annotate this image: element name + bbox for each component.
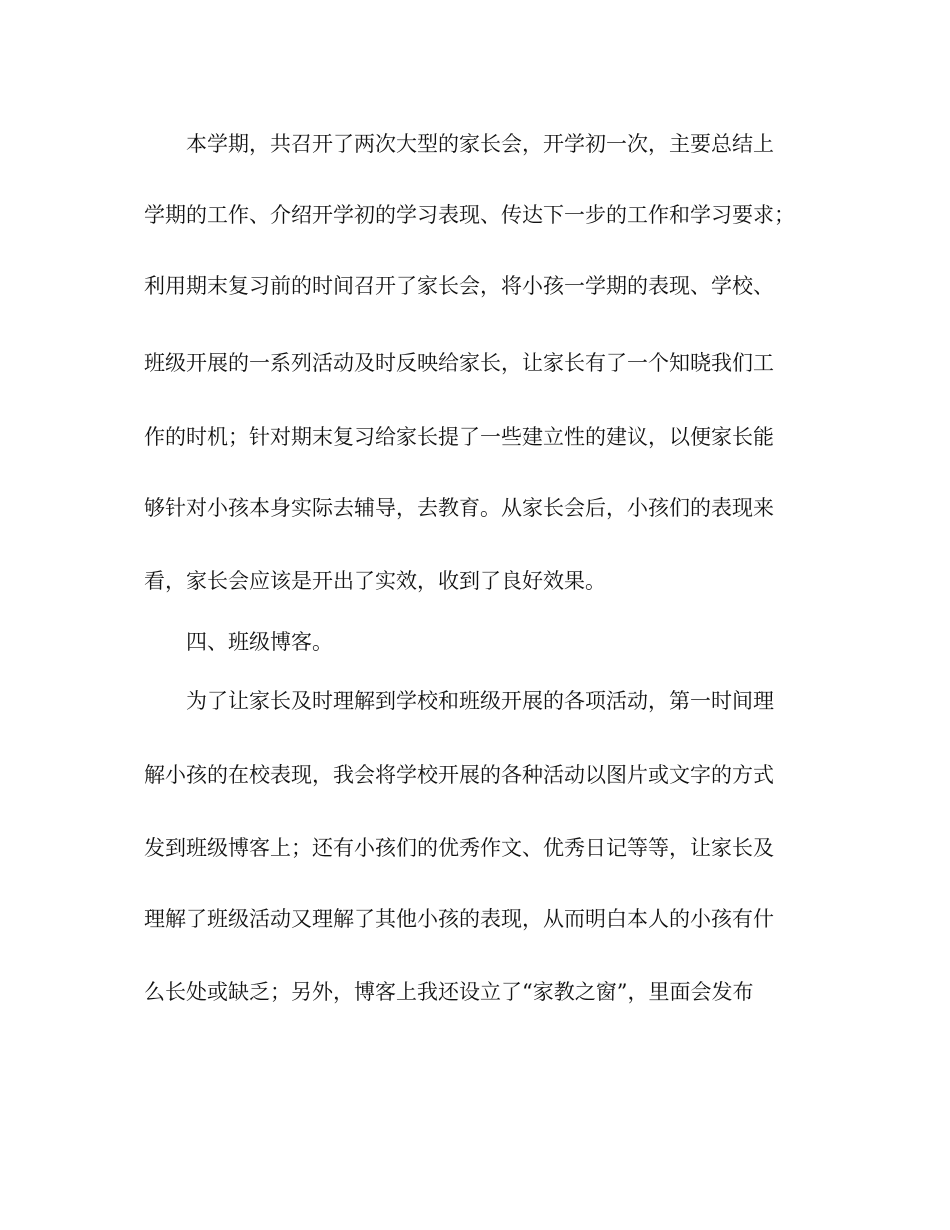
paragraph-line-8: 为了让家长及时理解到学校和班级开展的各项活动，第一时间理 — [186, 689, 774, 713]
paragraph-line-7: 看，家长会应该是开出了实效，收到了良好效果。 — [144, 569, 606, 593]
paragraph-line-9: 解小孩的在校表现，我会将学校开展的各种活动以图片或文字的方式 — [144, 763, 774, 787]
paragraph-line-12: 么长处或缺乏；另外，博客上我还设立了“家教之窗”，里面会发布 — [144, 980, 754, 1004]
paragraph-line-11: 理解了班级活动又理解了其他小孩的表现，从而明白本人的小孩有什 — [144, 907, 774, 931]
paragraph-line-10: 发到班级博客上；还有小孩们的优秀作文、优秀日记等等，让家长及 — [144, 836, 774, 860]
paragraph-line-2: 学期的工作、介绍开学初的学习表现、传达下一步的工作和学习要求； — [144, 203, 795, 227]
paragraph-line-1: 本学期，共召开了两次大型的家长会，开学初一次，主要总结上 — [186, 132, 774, 156]
paragraph-line-5: 作的时机；针对期末复习给家长提了一些建立性的建议，以便家长能 — [144, 425, 774, 449]
paragraph-line-3: 利用期末复习前的时间召开了家长会，将小孩一学期的表现、学校、 — [144, 274, 774, 298]
section-heading: 四、班级博客。 — [186, 630, 333, 654]
paragraph-line-6: 够针对小孩本身实际去辅导，去教育。从家长会后，小孩们的表现来 — [144, 496, 774, 520]
paragraph-line-4: 班级开展的一系列活动及时反映给家长，让家长有了一个知晓我们工 — [144, 351, 774, 375]
